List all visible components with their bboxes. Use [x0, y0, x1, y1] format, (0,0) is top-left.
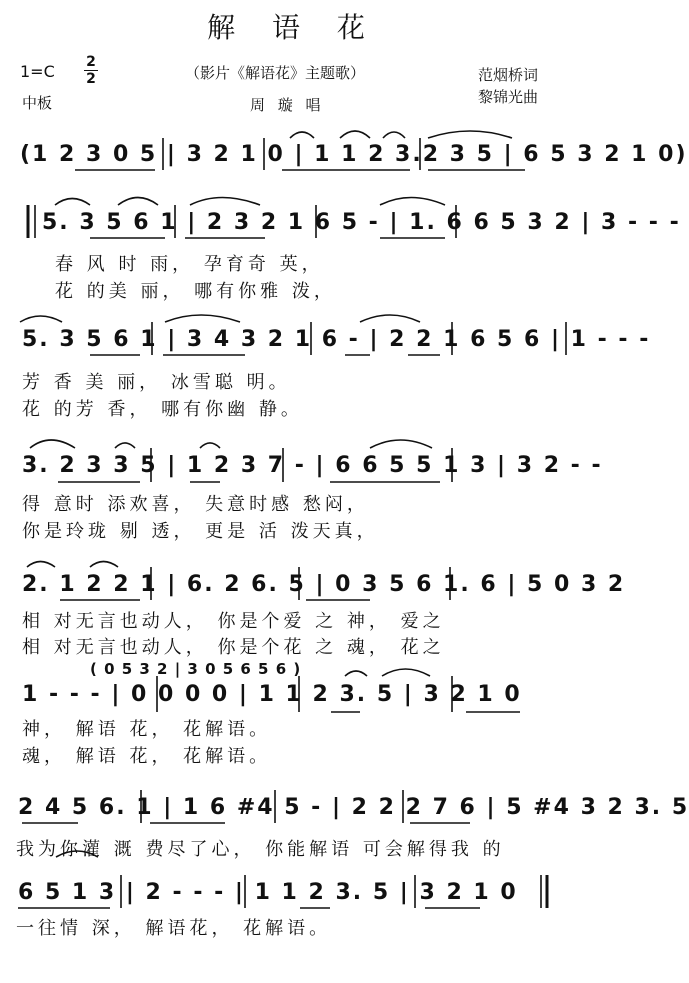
notation-row-3: 5. 3 5 6 1 | 3 4 3 2 1 6 - | 2 2 1 6 5 6 | 1 - - - [22, 327, 651, 352]
song-title: 解 语 花 [207, 11, 379, 44]
lyric-row-3-verse-1: 芳 香 美 丽， 冰雪聪 明。 [22, 372, 291, 393]
key-signature: 1=C [20, 62, 55, 81]
lyric-row-6-verse-1: 神， 解语 花， 花解语。 [22, 719, 272, 740]
song-subtitle: （影片《解语花》主题歌） [185, 64, 366, 82]
lyric-row-7: 我为你灌 溉 费尽了心， 你能解语 可会解得我 的 [16, 839, 505, 860]
notation-row-8: 6 5 1 3 | 2 - - - | 1 1 2 3. 5 | 3 2 1 0 [18, 880, 518, 905]
lyric-row-2-verse-1: 春 风 时 雨， 孕育奇 英， [55, 254, 324, 275]
lyric-row-5-verse-2: 相 对无言也动人， 你是个花 之 魂， 花之 [22, 637, 445, 658]
notation-row-2: 5. 3 5 6 1 | 2 3 2 1 6 5 - | 1. 6 6 5 3 2 | 3 - - - [42, 210, 681, 235]
notation-row-1: (1 2 3 0 5 | 3 2 1 0 | 1 1 2 3.2 3 5 | 6 5 3 2 1 0) [20, 142, 688, 167]
lyric-row-4-verse-1: 得 意时 添欢喜， 失意时感 愁闷， [22, 494, 369, 515]
lyric-row-5-verse-1: 相 对无言也动人， 你是个爱 之 神， 爱之 [22, 611, 445, 632]
interlude-notation: ( 0 5 3 2 | 3 0 5 6 5 6 ) [90, 660, 302, 678]
lyric-row-2-verse-2: 花 的美 丽， 哪有你雅 泼， [55, 281, 336, 302]
notation-row-4: 3. 2 3 3 5 | 1 2 3 7 - | 6 6 5 5 1 3 | 3 2 - - [22, 453, 603, 478]
singer-credit: 周 璇 唱 [250, 96, 325, 114]
notation-row-5: 2. 1 2 2 1 | 6. 2 6. 5 | 0 3 5 6 1. 6 | 5 0 3 2 [22, 572, 626, 597]
composer-credit: 黎锦光曲 [478, 88, 539, 106]
lyric-row-6-verse-2: 魂， 解语 花， 花解语。 [22, 746, 272, 767]
meter-bottom: 2 [84, 70, 98, 87]
lyric-row-8: 一往情 深， 解语花， 花解语。 [16, 918, 332, 939]
notation-row-6: 1 - - - | 0 0 0 0 | 1 1 2 3. 5 | 3 2 1 0 [22, 682, 522, 707]
time-signature [84, 54, 98, 87]
notation-row-7: 2 4 5 6. 1 | 1 6 #4 5 - | 2 2 2 7 6 | 5 #4 3 2 3. 5 [18, 795, 689, 820]
lyric-row-3-verse-2: 花 的芳 香， 哪有你幽 静。 [22, 399, 303, 420]
meter-top: 2 [86, 54, 96, 70]
lyricist-credit: 范烟桥词 [478, 66, 539, 84]
lyric-row-4-verse-2: 你是玲珑 剔 透， 更是 活 泼天真， [22, 521, 379, 542]
tempo-marking: 中板 [22, 94, 53, 112]
